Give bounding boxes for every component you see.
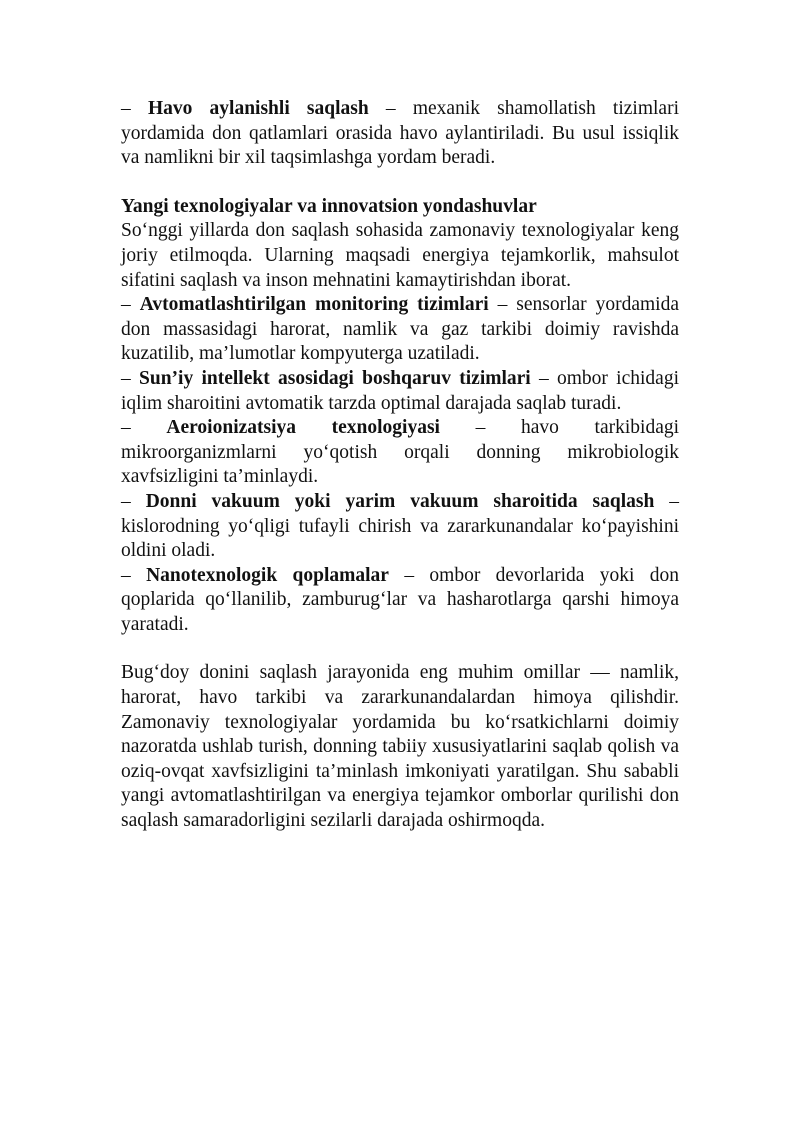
list-item: [121, 367, 679, 416]
item-term: Aeroionizatsiya texnologiyasi: [166, 417, 440, 439]
conclusion-paragraph: Bug‘doy donini saqlash jarayonida eng muhim omillar — namlik, harorat, havo tarkibi va zararkunandalardan himoya qilishdir. Zamonaviy texnologiyalar yordamida bu ko‘rsatkichlarni doimiy nazoratda ushlab turish, donning tabiiy xususiyatlarini saqlab qolish va oziq-ovqat xavfsizligini ta’minlash imkoniyati yaratilgan. Shu sababli yangi avtomatlashtirilgan va energiya tejamkor omborlar qurilishi don saqlash samaradorligini sezilarli darajada oshirmoqda.: [121, 662, 679, 832]
list-item: [121, 564, 679, 638]
document-page: [121, 97, 679, 834]
item-dash: –: [121, 367, 131, 389]
item-text: – ombor ichidagi iqlim sharoitini avtomatik tarzda optimal darajada saqlab turadi.: [121, 367, 679, 414]
item-term: Havo aylanishli saqlash: [147, 98, 369, 119]
list-item: [121, 490, 679, 564]
item-term: Avtomatlashtirilgan monitoring tizimlari: [139, 294, 489, 316]
list-item: [121, 293, 679, 367]
item-dash: –: [121, 417, 131, 439]
item-text: – ombor devorlarida yoki don qoplarida qo‘llanilib, zamburug‘lar va hasharotlarga qarshi himoya yaratadi.: [121, 564, 680, 635]
item-text: – sensorlar yordamida don massasidagi harorat, namlik va gaz tarkibi doimiy ravishda kuzatilib, ma’lumotlar kompyuterga uzatiladi.: [121, 294, 679, 365]
item-term: Sun’iy intellekt asosidagi boshqaruv tizimlari: [139, 367, 531, 389]
list-item: [121, 416, 679, 490]
section-heading: Yangi texnologiyalar va innovatsion yondashuvlar: [121, 195, 537, 217]
item-dash: –: [121, 564, 131, 586]
list-item-air-circulation: [121, 97, 679, 171]
item-text: – kislorodning yo‘qligi tufayli chirish va zararkunandalar ko‘payishini oldini oladi.: [121, 490, 679, 562]
paragraph-gap: [121, 171, 679, 195]
section-intro: So‘nggi yillarda don saqlash sohasida zamonaviy texnologiyalar keng joriy etilmoqda. Ularning maqsadi energiya tejamkorlik, mahsulot sifatini saqlash va inson mehnatini kamaytirishdan iborat.: [121, 220, 679, 291]
item-dash: –: [121, 490, 131, 512]
item-dash: –: [121, 294, 131, 316]
item-text: – havo tarkibidagi mikroorganizmlarni yo‘qotish orqali donning mikrobiologik xavfsizligini ta’minlaydi.: [121, 417, 680, 488]
item-term: Donni vakuum yoki yarim vakuum sharoitida saqlash: [145, 490, 655, 512]
item-term: Nanotexnologik qoplamalar: [146, 564, 389, 586]
item-dash: –: [121, 98, 131, 119]
paragraph-gap: [121, 637, 679, 661]
item-text: – mexanik shamollatish tizimlari yordamida don qatlamlari orasida havo aylantiriladi. Bu usul issiqlik va namlikni bir xil taqsimlashga yordam beradi.: [121, 98, 679, 169]
